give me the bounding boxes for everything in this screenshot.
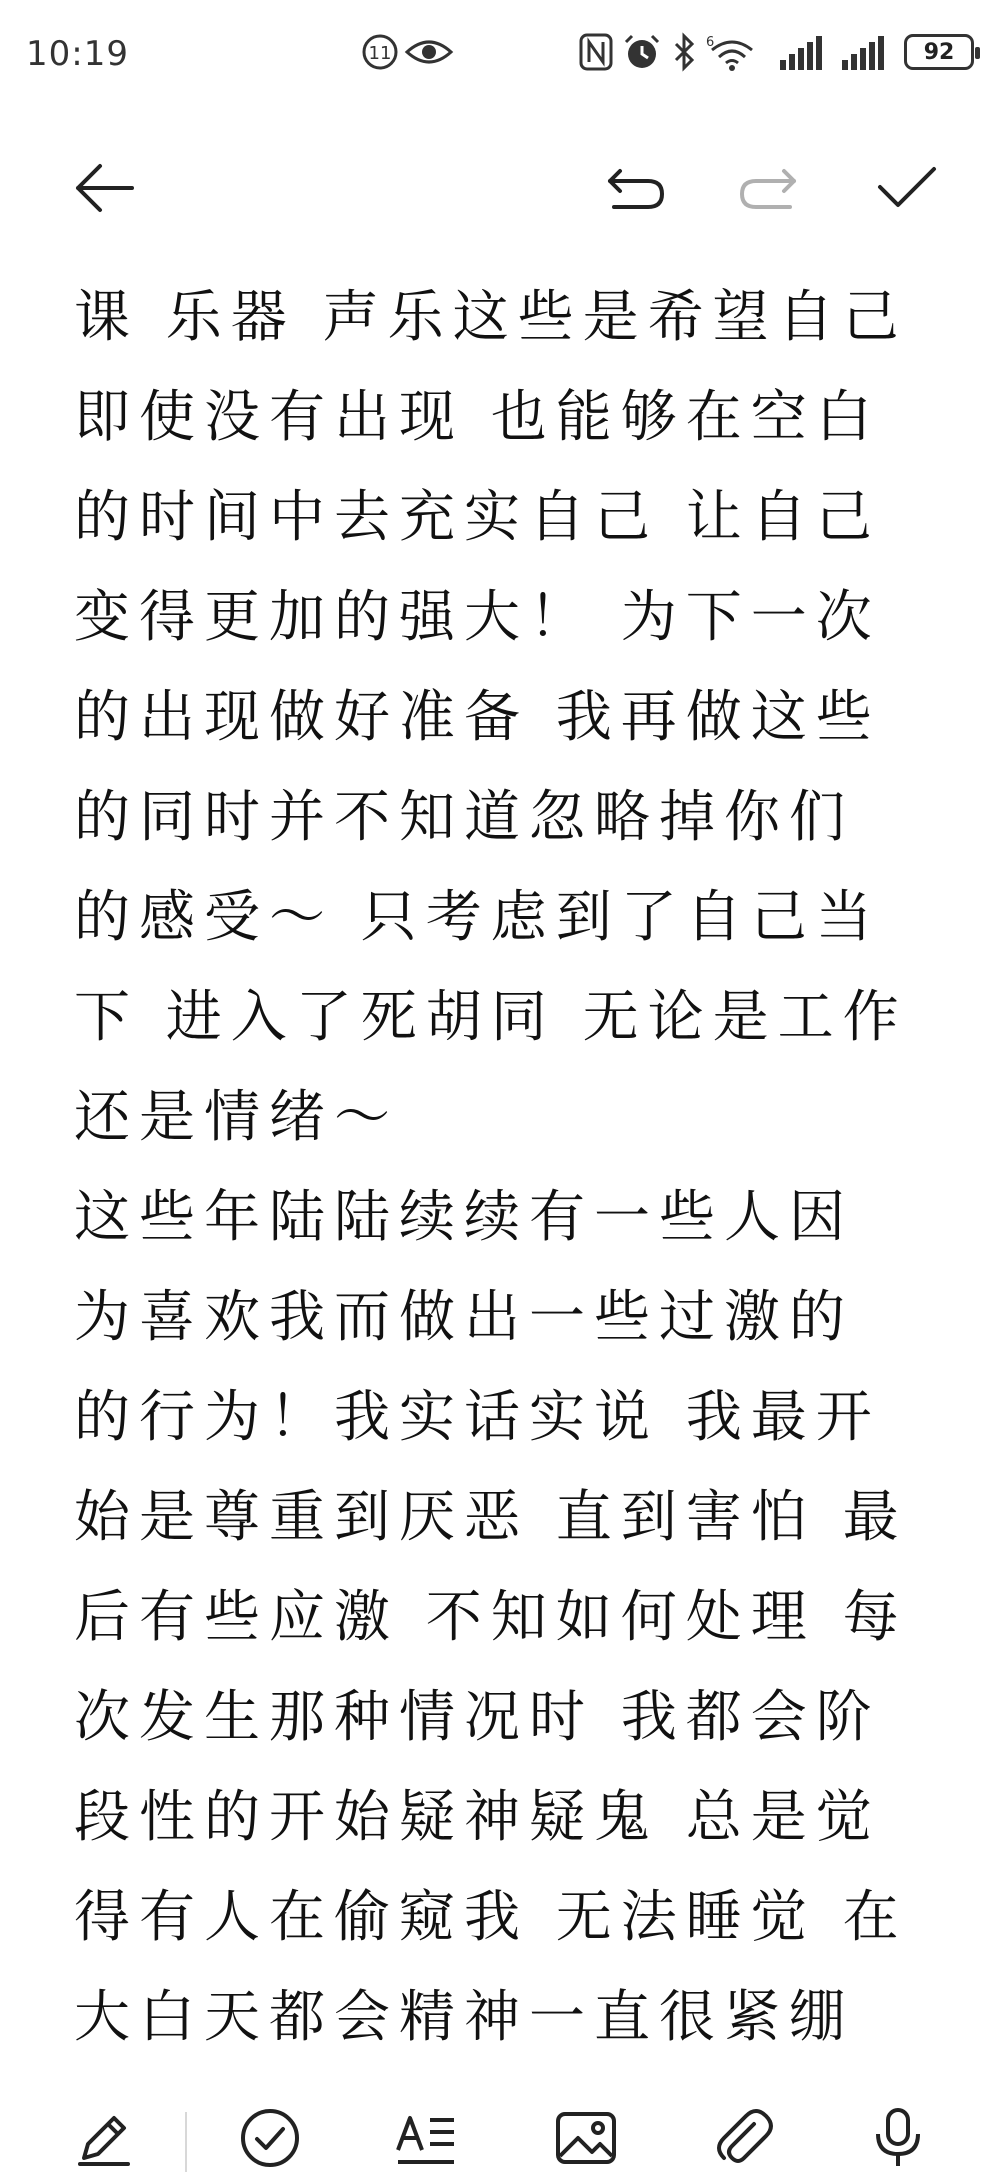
checkmark-icon — [874, 163, 938, 217]
note-editor[interactable] — [74, 268, 974, 2058]
image-icon — [554, 2108, 618, 2172]
svg-text:6: 6 — [706, 35, 715, 50]
note-line: 还是情绪～ — [74, 1085, 399, 1150]
wifi-icon — [704, 32, 756, 76]
redo-icon — [736, 163, 800, 217]
note-line: 的出现做好准备 我再做这些 — [74, 685, 881, 750]
arrow-left-icon — [72, 160, 136, 220]
voice-input-button[interactable] — [858, 2100, 938, 2180]
text-format-icon — [394, 2110, 458, 2170]
note-line: 的同时并不知道忽略掉你们 — [74, 785, 854, 850]
paperclip-icon — [714, 2106, 774, 2174]
note-line: 得有人在偷窥我 无法睡觉 在 — [74, 1885, 908, 1950]
undo-button[interactable] — [596, 150, 676, 230]
bottom-toolbar — [0, 2080, 1008, 2180]
note-line: 课 乐器 声乐这些是希望自己 — [74, 285, 908, 350]
bluetooth-icon — [670, 32, 698, 76]
note-line: 次发生那种情况时 我都会阶 — [74, 1685, 881, 1750]
battery-level: 92 — [923, 40, 955, 65]
nfc-icon — [578, 32, 614, 76]
toolbar-divider — [185, 2112, 187, 2172]
back-button[interactable] — [64, 150, 144, 230]
pen-icon — [74, 2108, 134, 2172]
note-line: 为喜欢我而做出一些过激的 — [74, 1285, 854, 1350]
signal-icon — [840, 32, 886, 76]
attachment-button[interactable] — [704, 2100, 784, 2180]
editor-toolbar — [0, 130, 1008, 240]
note-line: 即使没有出现 也能够在空白 — [74, 385, 881, 450]
undo-icon — [604, 163, 668, 217]
note-line: 大白天都会精神一直很紧绷 — [74, 1985, 854, 2050]
handwriting-button[interactable] — [64, 2100, 144, 2180]
text-format-button[interactable] — [386, 2100, 466, 2180]
svg-text:11: 11 — [368, 43, 392, 64]
checklist-button[interactable] — [230, 2100, 310, 2180]
note-line: 段性的开始疑神疑鬼 总是觉 — [74, 1785, 881, 1850]
eye-icon — [404, 32, 454, 76]
microphone-icon — [872, 2106, 924, 2174]
battery-indicator — [904, 34, 974, 70]
note-line: 这些年陆陆续续有一些人因 — [74, 1185, 854, 1250]
note-line: 的时间中去充实自己 让自己 — [74, 485, 881, 550]
status-time: 10:19 — [26, 34, 129, 74]
check-circle-icon — [238, 2106, 302, 2174]
signal-icon — [778, 32, 824, 76]
redo-button[interactable] — [728, 150, 808, 230]
note-line: 变得更加的强大！ 为下一次 — [74, 585, 881, 650]
note-line: 后有些应激 不知如何处理 每 — [74, 1585, 908, 1650]
battery-cap — [975, 47, 980, 59]
note-line: 的感受～ 只考虑到了自己当 — [74, 885, 881, 950]
insert-image-button[interactable] — [546, 2100, 626, 2180]
alarm-icon — [622, 32, 662, 76]
status-bar — [0, 0, 1008, 110]
app-notification-icon — [360, 32, 400, 76]
note-line: 始是尊重到厌恶 直到害怕 最 — [74, 1485, 908, 1550]
done-button[interactable] — [866, 150, 946, 230]
note-line: 下 进入了死胡同 无论是工作 — [74, 985, 908, 1050]
note-line: 的行为！我实话实说 我最开 — [74, 1385, 881, 1450]
